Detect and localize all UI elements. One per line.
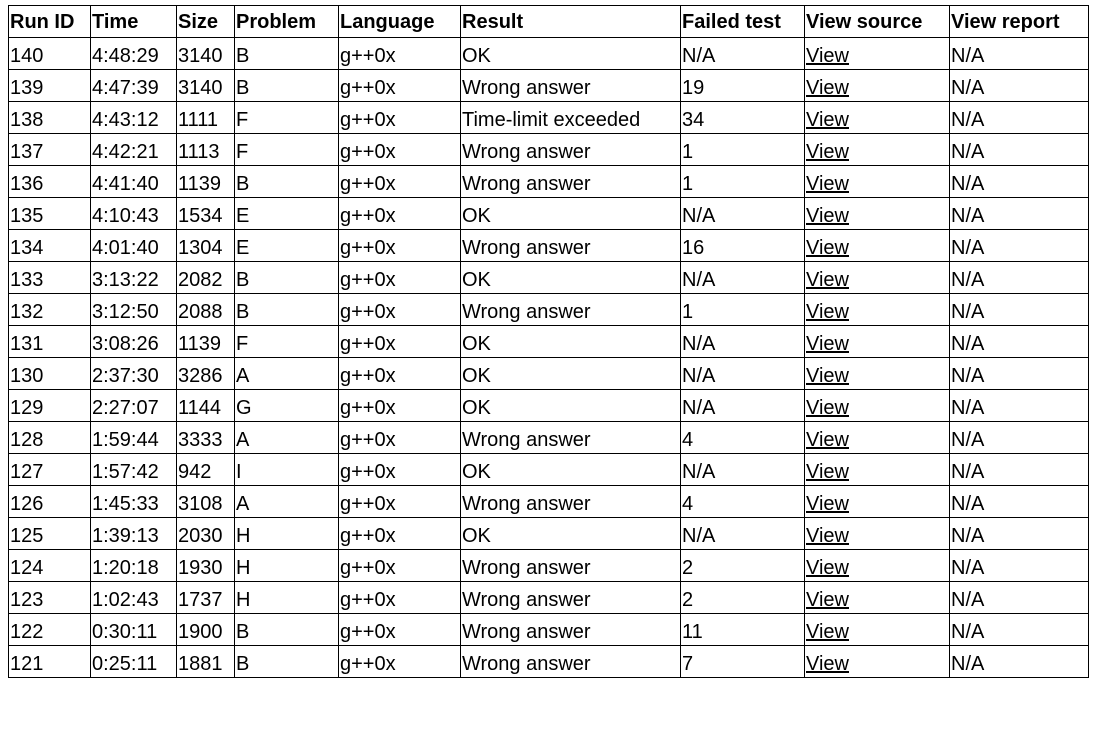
cell-view-report: N/A [950, 358, 1089, 390]
cell-problem: A [235, 486, 339, 518]
cell-view-report: N/A [950, 38, 1089, 70]
cell-size: 1113 [177, 134, 235, 166]
cell-language: g++0x [339, 70, 461, 102]
cell-result: OK [461, 38, 681, 70]
cell-view-source [805, 454, 950, 486]
cell-time: 4:43:12 [91, 102, 177, 134]
header-run-id: Run ID [9, 6, 91, 38]
cell-view-report: N/A [950, 102, 1089, 134]
cell-view-source [805, 70, 950, 102]
cell-view-source [805, 518, 950, 550]
table-row [9, 454, 1089, 486]
cell-view-report: N/A [950, 262, 1089, 294]
cell-result: Wrong answer [461, 614, 681, 646]
cell-size: 2088 [177, 294, 235, 326]
cell-language: g++0x [339, 134, 461, 166]
cell-time: 1:20:18 [91, 550, 177, 582]
cell-failed-test: 1 [681, 134, 805, 166]
cell-run-id: 122 [9, 614, 91, 646]
cell-time: 4:41:40 [91, 166, 177, 198]
cell-problem: A [235, 358, 339, 390]
cell-problem: B [235, 70, 339, 102]
cell-view-report: N/A [950, 166, 1089, 198]
view-source-link[interactable]: View [806, 653, 849, 675]
cell-run-id: 127 [9, 454, 91, 486]
cell-language: g++0x [339, 454, 461, 486]
cell-problem: H [235, 550, 339, 582]
cell-result: Wrong answer [461, 70, 681, 102]
cell-view-source [805, 550, 950, 582]
cell-run-id: 139 [9, 70, 91, 102]
view-source-link[interactable]: View [806, 589, 849, 611]
cell-size: 1534 [177, 198, 235, 230]
cell-language: g++0x [339, 358, 461, 390]
cell-result: Wrong answer [461, 486, 681, 518]
cell-problem: B [235, 38, 339, 70]
cell-failed-test: 2 [681, 550, 805, 582]
cell-result: Wrong answer [461, 422, 681, 454]
cell-run-id: 121 [9, 646, 91, 678]
table-row [9, 166, 1089, 198]
header-problem: Problem [235, 6, 339, 38]
cell-size: 3108 [177, 486, 235, 518]
cell-result: OK [461, 326, 681, 358]
cell-size: 1900 [177, 614, 235, 646]
cell-problem: B [235, 614, 339, 646]
cell-language: g++0x [339, 582, 461, 614]
view-source-link[interactable]: View [806, 397, 849, 419]
cell-view-report: N/A [950, 198, 1089, 230]
table-row [9, 390, 1089, 422]
cell-size: 1139 [177, 326, 235, 358]
cell-size: 1737 [177, 582, 235, 614]
cell-size: 1881 [177, 646, 235, 678]
cell-result: OK [461, 518, 681, 550]
table-row [9, 550, 1089, 582]
view-source-link[interactable]: View [806, 237, 849, 259]
table-body [9, 38, 1089, 678]
cell-view-source [805, 326, 950, 358]
cell-size: 1111 [177, 102, 235, 134]
cell-run-id: 138 [9, 102, 91, 134]
cell-language: g++0x [339, 550, 461, 582]
cell-run-id: 135 [9, 198, 91, 230]
table-row [9, 262, 1089, 294]
cell-failed-test: N/A [681, 326, 805, 358]
cell-run-id: 134 [9, 230, 91, 262]
cell-time: 2:37:30 [91, 358, 177, 390]
cell-time: 4:01:40 [91, 230, 177, 262]
cell-problem: B [235, 262, 339, 294]
header-row [9, 6, 1089, 38]
header-view-report: View report [950, 6, 1089, 38]
cell-run-id: 133 [9, 262, 91, 294]
cell-view-report: N/A [950, 422, 1089, 454]
table-row [9, 486, 1089, 518]
cell-result: OK [461, 198, 681, 230]
cell-view-report: N/A [950, 582, 1089, 614]
cell-size: 2030 [177, 518, 235, 550]
cell-problem: B [235, 294, 339, 326]
cell-view-report: N/A [950, 70, 1089, 102]
cell-view-report: N/A [950, 646, 1089, 678]
cell-view-report: N/A [950, 550, 1089, 582]
table-header [9, 6, 1089, 38]
cell-problem: I [235, 454, 339, 486]
cell-time: 1:59:44 [91, 422, 177, 454]
cell-language: g++0x [339, 294, 461, 326]
cell-result: Wrong answer [461, 550, 681, 582]
cell-failed-test: 19 [681, 70, 805, 102]
cell-run-id: 126 [9, 486, 91, 518]
cell-result: Wrong answer [461, 134, 681, 166]
cell-view-report: N/A [950, 134, 1089, 166]
view-source-link[interactable]: View [806, 333, 849, 355]
cell-view-report: N/A [950, 294, 1089, 326]
cell-language: g++0x [339, 390, 461, 422]
cell-run-id: 124 [9, 550, 91, 582]
cell-result: Time-limit exceeded [461, 102, 681, 134]
header-result: Result [461, 6, 681, 38]
cell-language: g++0x [339, 646, 461, 678]
cell-result: OK [461, 358, 681, 390]
cell-run-id: 130 [9, 358, 91, 390]
table-row [9, 102, 1089, 134]
cell-failed-test: 11 [681, 614, 805, 646]
cell-view-report: N/A [950, 230, 1089, 262]
cell-size: 1139 [177, 166, 235, 198]
view-source-link[interactable]: View [806, 77, 849, 99]
table-row [9, 614, 1089, 646]
cell-size: 3333 [177, 422, 235, 454]
view-source-link[interactable]: View [806, 621, 849, 643]
cell-view-source [805, 102, 950, 134]
cell-run-id: 132 [9, 294, 91, 326]
cell-result: OK [461, 454, 681, 486]
view-source-link[interactable]: View [806, 525, 849, 547]
cell-view-report: N/A [950, 454, 1089, 486]
cell-view-source [805, 230, 950, 262]
cell-time: 1:02:43 [91, 582, 177, 614]
view-source-link[interactable]: View [806, 301, 849, 323]
view-source-link[interactable]: View [806, 141, 849, 163]
cell-problem: B [235, 166, 339, 198]
view-source-link[interactable]: View [806, 365, 849, 387]
cell-problem: E [235, 198, 339, 230]
cell-failed-test: 34 [681, 102, 805, 134]
header-size: Size [177, 6, 235, 38]
cell-view-source [805, 582, 950, 614]
cell-failed-test: 4 [681, 422, 805, 454]
cell-result: Wrong answer [461, 646, 681, 678]
cell-run-id: 123 [9, 582, 91, 614]
cell-result: Wrong answer [461, 230, 681, 262]
runs-table-container [8, 5, 1089, 678]
cell-problem: F [235, 326, 339, 358]
cell-time: 0:30:11 [91, 614, 177, 646]
view-source-link[interactable]: View [806, 429, 849, 451]
cell-time: 2:27:07 [91, 390, 177, 422]
cell-time: 4:48:29 [91, 38, 177, 70]
cell-time: 1:57:42 [91, 454, 177, 486]
cell-view-source [805, 198, 950, 230]
cell-run-id: 128 [9, 422, 91, 454]
cell-problem: H [235, 518, 339, 550]
cell-view-report: N/A [950, 614, 1089, 646]
cell-size: 1930 [177, 550, 235, 582]
cell-language: g++0x [339, 518, 461, 550]
cell-language: g++0x [339, 198, 461, 230]
cell-time: 4:47:39 [91, 70, 177, 102]
view-source-link[interactable]: View [806, 173, 849, 195]
cell-size: 2082 [177, 262, 235, 294]
cell-size: 3140 [177, 70, 235, 102]
cell-result: OK [461, 390, 681, 422]
cell-problem: H [235, 582, 339, 614]
cell-run-id: 140 [9, 38, 91, 70]
cell-failed-test: N/A [681, 38, 805, 70]
cell-failed-test: 7 [681, 646, 805, 678]
cell-size: 1304 [177, 230, 235, 262]
cell-view-source [805, 262, 950, 294]
cell-time: 4:10:43 [91, 198, 177, 230]
cell-view-report: N/A [950, 518, 1089, 550]
cell-language: g++0x [339, 166, 461, 198]
view-source-link[interactable]: View [806, 109, 849, 131]
header-language: Language [339, 6, 461, 38]
cell-failed-test: 16 [681, 230, 805, 262]
view-source-link[interactable]: View [806, 45, 849, 67]
table-row [9, 70, 1089, 102]
cell-size: 942 [177, 454, 235, 486]
cell-time: 1:39:13 [91, 518, 177, 550]
cell-time: 1:45:33 [91, 486, 177, 518]
cell-size: 1144 [177, 390, 235, 422]
header-time: Time [91, 6, 177, 38]
cell-language: g++0x [339, 230, 461, 262]
cell-run-id: 136 [9, 166, 91, 198]
cell-failed-test: 4 [681, 486, 805, 518]
cell-failed-test: N/A [681, 390, 805, 422]
cell-time: 3:12:50 [91, 294, 177, 326]
cell-view-source [805, 390, 950, 422]
table-row [9, 582, 1089, 614]
cell-view-source [805, 486, 950, 518]
cell-run-id: 131 [9, 326, 91, 358]
cell-failed-test: 2 [681, 582, 805, 614]
cell-view-source [805, 422, 950, 454]
cell-size: 3286 [177, 358, 235, 390]
cell-language: g++0x [339, 614, 461, 646]
table-row [9, 422, 1089, 454]
cell-problem: G [235, 390, 339, 422]
cell-result: OK [461, 262, 681, 294]
cell-run-id: 129 [9, 390, 91, 422]
table-row [9, 358, 1089, 390]
cell-run-id: 137 [9, 134, 91, 166]
cell-problem: A [235, 422, 339, 454]
cell-view-report: N/A [950, 486, 1089, 518]
table-row [9, 230, 1089, 262]
cell-view-source [805, 166, 950, 198]
cell-view-source [805, 294, 950, 326]
cell-failed-test: N/A [681, 358, 805, 390]
table-row [9, 134, 1089, 166]
cell-problem: B [235, 646, 339, 678]
view-source-link[interactable]: View [806, 493, 849, 515]
cell-result: Wrong answer [461, 166, 681, 198]
cell-view-source [805, 38, 950, 70]
cell-view-source [805, 134, 950, 166]
cell-time: 4:42:21 [91, 134, 177, 166]
table-row [9, 326, 1089, 358]
cell-failed-test: N/A [681, 198, 805, 230]
view-source-link[interactable]: View [806, 205, 849, 227]
table-row [9, 38, 1089, 70]
table-row [9, 294, 1089, 326]
cell-view-source [805, 358, 950, 390]
header-view-source: View source [805, 6, 950, 38]
table-row [9, 518, 1089, 550]
cell-failed-test: 1 [681, 294, 805, 326]
view-source-link[interactable]: View [806, 269, 849, 291]
cell-time: 3:13:22 [91, 262, 177, 294]
cell-result: Wrong answer [461, 582, 681, 614]
cell-time: 0:25:11 [91, 646, 177, 678]
cell-size: 3140 [177, 38, 235, 70]
cell-failed-test: N/A [681, 262, 805, 294]
runs-table [8, 5, 1089, 678]
cell-problem: F [235, 102, 339, 134]
cell-view-report: N/A [950, 390, 1089, 422]
view-source-link[interactable]: View [806, 461, 849, 483]
cell-view-report: N/A [950, 326, 1089, 358]
cell-problem: F [235, 134, 339, 166]
table-row [9, 646, 1089, 678]
cell-view-source [805, 614, 950, 646]
cell-problem: E [235, 230, 339, 262]
cell-failed-test: N/A [681, 454, 805, 486]
view-source-link[interactable]: View [806, 557, 849, 579]
table-row [9, 198, 1089, 230]
cell-language: g++0x [339, 486, 461, 518]
cell-view-source [805, 646, 950, 678]
cell-language: g++0x [339, 262, 461, 294]
cell-language: g++0x [339, 38, 461, 70]
cell-failed-test: N/A [681, 518, 805, 550]
cell-language: g++0x [339, 326, 461, 358]
cell-language: g++0x [339, 102, 461, 134]
cell-failed-test: 1 [681, 166, 805, 198]
cell-time: 3:08:26 [91, 326, 177, 358]
cell-language: g++0x [339, 422, 461, 454]
cell-run-id: 125 [9, 518, 91, 550]
cell-result: Wrong answer [461, 294, 681, 326]
header-failed-test: Failed test [681, 6, 805, 38]
